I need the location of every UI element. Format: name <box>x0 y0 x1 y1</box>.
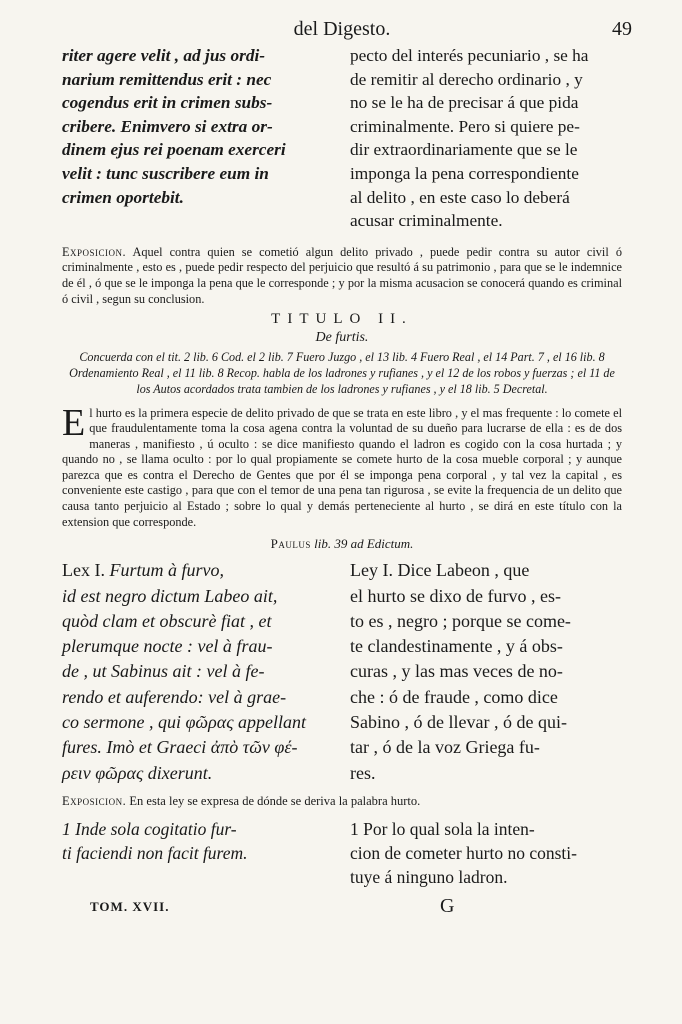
text-line <box>62 735 338 760</box>
source-citation <box>62 536 622 552</box>
latin-column-section <box>62 817 338 889</box>
line-text: ρειν φῶρας dixerunt. <box>62 762 213 783</box>
text-line <box>350 710 622 735</box>
line-text: tar , ó de la voz Griega fu- <box>350 737 540 758</box>
drop-cap: E <box>62 401 86 444</box>
text-line: riter agere velit , ad jus ordi- <box>62 46 266 65</box>
page-number: 49 <box>612 18 632 40</box>
text-line <box>62 685 338 710</box>
titulo-heading: TITULO II. <box>271 311 413 328</box>
law-number: Ley I. <box>350 560 393 581</box>
concordancia-note: Concuerda con el tit. 2 lib. 6 Cod. el 2 lib. 7 Fuero Juzgo , el 13 lib. 4 Fuero Real , el 14 Part. 7 , el 16 lib. 8 Ordenamiento Real , el 11 lib. 8 Recop. habla de los ladrones y rufianes , y el 12 de los robos y fuerzas ; el 11 de los Autos acordados trata tambien de los ladrones y rufianes , y el 18 lib. 5 Decretal. <box>69 350 615 396</box>
signature-mark: G <box>440 894 455 917</box>
text-line: dir extraordinariamente que se le <box>350 140 578 160</box>
line-text: Dice Labeon , que <box>392 560 530 581</box>
page-footer <box>62 895 622 925</box>
intro-paragraph <box>62 401 622 531</box>
text-line: crimen oportebit. <box>62 187 184 207</box>
text-line: al delito , en este caso lo deberá <box>350 187 570 207</box>
exposicion-text-2: En esta ley se expresa de dónde se deriva la palabra hurto. <box>129 793 421 808</box>
text-line: tuye á ninguno ladron. <box>350 866 508 887</box>
text-line <box>350 685 622 710</box>
exposicion-text: Aquel contra quien se cometió algun delito privado , puede pedir contra su autor civil ó criminalmente , esto es , puede pedir respecto del perjuicio que resultó á su patrimonio , para que se le indemnice de él , ó que se le imponga la pena que le corresponde ; y por la misma acusacion se conocerá quando es criminal ó civil , segun su conclusion. <box>62 244 622 306</box>
line-text: fures. Imò et Graeci ἀπὸ τῶν φέ- <box>62 737 298 758</box>
text-line <box>62 710 338 735</box>
text-line <box>62 659 338 684</box>
text-line: narium remittendus erit : nec <box>62 69 272 89</box>
text-line <box>350 634 622 659</box>
line-text: Sabino , ó de llevar , ó de qui- <box>350 712 567 733</box>
text-line: 1 Por lo qual sola la inten- <box>350 818 535 839</box>
text-line <box>350 761 622 786</box>
text-line <box>350 609 622 634</box>
text-line <box>350 659 622 684</box>
running-title: del Digesto. <box>293 18 391 40</box>
text-line <box>350 735 622 760</box>
line-text: res. <box>350 762 376 783</box>
page-header <box>62 18 632 44</box>
lex-columns <box>62 558 622 786</box>
line-text: Furtum à furvo, <box>104 560 224 581</box>
text-line: cogendus erit in crimen subs- <box>62 93 273 113</box>
text-line: criminalmente. Pero si quiere pe- <box>350 116 580 136</box>
titulo-subtitle: De furtis. <box>315 330 369 346</box>
line-text: rendo et auferendo: vel à grae- <box>62 686 287 707</box>
exposicion-paragraph <box>62 245 622 307</box>
text-line: de remitir al derecho ordinario , y <box>350 69 583 89</box>
top-columns <box>62 44 622 233</box>
text-line: acusar criminalmente. <box>350 211 503 231</box>
law-number: Lex I. <box>62 560 105 581</box>
source-author: Paulus <box>270 536 311 552</box>
spanish-column-section <box>350 817 622 889</box>
line-text: id est negro dictum Labeo ait, <box>62 585 278 606</box>
text-line: pecto del interés pecuniario , se ha <box>350 46 589 65</box>
line-text: che : ó de fraude , como dice <box>350 686 558 707</box>
line-text: plerumque nocte : vel à frau- <box>62 636 273 657</box>
line-text: el hurto se dixo de furvo , es- <box>350 585 561 606</box>
text-line: cribere. Enimvero si extra or- <box>62 116 273 136</box>
text-line: velit : tunc suscribere eum in <box>62 163 269 183</box>
exposicion-paragraph-2 <box>62 794 622 809</box>
text-line: imponga la pena correspondiente <box>350 163 579 183</box>
section-columns <box>62 809 622 889</box>
line-text: de , ut Sabinus ait : vel à fe- <box>62 661 265 682</box>
document-page <box>62 18 632 925</box>
text-line: dinem ejus rei poenam exerceri <box>62 140 286 160</box>
spanish-column-lex <box>350 558 622 786</box>
text-line <box>62 558 338 583</box>
exposicion-label: Exposicion. <box>62 244 127 259</box>
text-line <box>350 584 622 609</box>
text-line: ti faciendi non facit furem. <box>62 842 248 863</box>
source-reference: lib. 39 ad Edictum. <box>314 536 414 552</box>
intro-text: l hurto es la primera especie de delito privado de que se trata en este libro , y el mas frequente : lo comete el que fraudulentamente toma la cosa agena contra la voluntad de su dueño para lucrarse de ella : es de dos maneras , manifiesto , ú oculto : se dice manifiesto quando el ladron es cogido con la cosa hurtada ; y quando no , se llama oculto : por lo qual propiamente se comete hurto de la cosa mueble corporal ; y aunque parezca que es contra el Derecho de Gentes que por él se imponga pena corporal , y tal vez la capital , es conveniente este castigo , para que con el temor de una pena tan rigurosa , se evite la frequencia de un delito que causa tanto perjuicio al Estado ; sobre lo qual y demás perteneciente al hurto , se dirá en este título con la extension que corresponde. <box>62 405 622 529</box>
text-line: no se le ha de precisar á que pida <box>350 93 579 113</box>
latin-column-top <box>62 44 338 233</box>
text-line <box>62 609 338 634</box>
spanish-column-top <box>350 44 622 233</box>
line-text: te clandestinamente , y á obs- <box>350 636 563 657</box>
exposicion-label-2: Exposicion. <box>62 793 127 808</box>
line-text: curas , y las mas veces de no- <box>350 661 563 682</box>
line-text: co sermone , qui φῶρας appellant <box>62 712 307 733</box>
text-line <box>62 634 338 659</box>
line-text: quòd clam et obscurè fiat , et <box>62 610 272 631</box>
line-text: to es , negro ; porque se come- <box>350 610 571 631</box>
text-line <box>62 761 338 786</box>
text-line: cion de cometer hurto no consti- <box>350 842 577 863</box>
text-line <box>350 558 622 583</box>
text-line: 1 Inde sola cogitatio fur- <box>62 818 237 839</box>
latin-column-lex <box>62 558 338 786</box>
text-line <box>62 584 338 609</box>
tome-number: TOM. XVII. <box>90 898 170 914</box>
